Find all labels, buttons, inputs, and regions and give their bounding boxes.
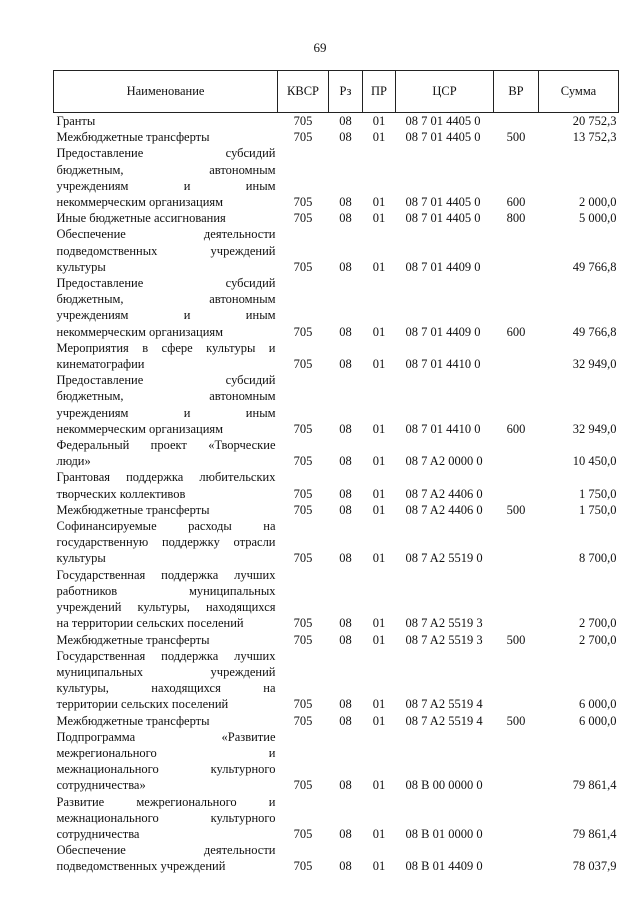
- cell-rz: 08: [339, 859, 352, 874]
- cell-name-line: культуры: [56, 259, 106, 274]
- cell-vr: [494, 567, 539, 632]
- cell-name: [54, 729, 278, 794]
- cell-kvsr: 705: [293, 859, 313, 874]
- cell-kvsr: 705: [293, 324, 313, 339]
- cell-name-line: культуры, находящихся на: [56, 681, 276, 696]
- budget-table: [53, 70, 619, 875]
- cell-vr: [494, 340, 539, 372]
- cell-vr: 500: [506, 130, 526, 145]
- cell-pr: 01: [372, 421, 386, 436]
- cell-sum: 2 700,0: [579, 616, 617, 631]
- cell-csr: 08 7 A2 5519 3: [405, 632, 483, 647]
- cell-csr: 08 7 01 4409 0: [405, 259, 481, 274]
- cell-kvsr: 705: [293, 211, 313, 226]
- cell-vr: 600: [506, 195, 526, 210]
- cell-vr: [494, 469, 539, 501]
- cell-rz: 08: [339, 826, 352, 841]
- cell-sum: 10 450,0: [572, 454, 617, 469]
- cell-name-line: бюджетным, автономным: [56, 292, 276, 307]
- cell-vr: [494, 794, 539, 843]
- cell-name: [54, 145, 278, 210]
- cell-kvsr: 705: [293, 454, 313, 469]
- cell-sum: 32 949,0: [572, 357, 617, 372]
- cell-pr: 01: [372, 632, 386, 647]
- cell-sum: 2 700,0: [579, 632, 617, 647]
- cell-name: [54, 502, 278, 518]
- cell-pr: 01: [372, 454, 386, 469]
- cell-rz: 08: [339, 421, 352, 436]
- cell-pr: 01: [372, 114, 386, 128]
- cell-name-line: бюджетным, автономным: [56, 389, 276, 404]
- cell-name-line: бюджетным, автономным: [56, 162, 276, 177]
- cell-csr: 08 7 A2 4406 0: [405, 502, 483, 517]
- header-csr: ЦСР: [396, 71, 494, 113]
- cell-sum: 8 700,0: [579, 551, 617, 566]
- cell-name-line: межрегионального и: [56, 745, 276, 760]
- cell-pr: 01: [372, 130, 386, 145]
- header-name: Наименование: [54, 71, 278, 113]
- cell-sum: 49 766,8: [572, 259, 617, 274]
- cell-kvsr: 705: [293, 486, 313, 501]
- table-row: [54, 437, 619, 469]
- cell-name-line: Гранты: [56, 114, 96, 128]
- cell-csr: 08 7 01 4405 0: [405, 195, 481, 210]
- cell-kvsr: 705: [293, 551, 313, 566]
- cell-pr: 01: [372, 713, 386, 728]
- header-rz: Рз: [329, 71, 363, 113]
- cell-name: [54, 129, 278, 145]
- cell-csr: 08 7 A2 0000 0: [405, 454, 483, 469]
- cell-vr: [494, 226, 539, 275]
- cell-name-line: Государственная поддержка лучших: [56, 567, 276, 582]
- cell-pr: 01: [372, 195, 386, 210]
- cell-name-line: Межбюджетные трансферты: [56, 130, 210, 145]
- cell-name-line: Государственная поддержка лучших: [56, 648, 276, 663]
- cell-name: [54, 567, 278, 632]
- cell-name-line: Обеспечение деятельности: [56, 227, 276, 242]
- cell-name: [54, 372, 278, 437]
- table-row: [54, 518, 619, 567]
- table-row: [54, 794, 619, 843]
- cell-name-line: творческих коллективов: [56, 486, 186, 501]
- table-row: [54, 145, 619, 210]
- table-row: [54, 502, 619, 518]
- cell-rz: 08: [339, 195, 352, 210]
- cell-pr: 01: [372, 826, 386, 841]
- cell-name-line: учреждениям и иным: [56, 178, 276, 193]
- cell-name-line: Предоставление субсидий: [56, 373, 276, 388]
- cell-vr: [494, 518, 539, 567]
- cell-csr: 08 B 00 0000 0: [405, 778, 483, 793]
- cell-rz: 08: [339, 357, 352, 372]
- page-number: 69: [313, 40, 327, 55]
- cell-sum: 79 861,4: [572, 826, 617, 841]
- cell-pr: 01: [372, 357, 386, 372]
- cell-pr: 01: [372, 211, 386, 226]
- cell-rz: 08: [339, 697, 352, 712]
- cell-name-line: Межбюджетные трансферты: [56, 713, 210, 728]
- cell-name-line: люди»: [56, 454, 91, 469]
- cell-pr: 01: [372, 616, 386, 631]
- cell-rz: 08: [339, 551, 352, 566]
- cell-rz: 08: [339, 130, 352, 145]
- cell-name-line: учреждениям и иным: [56, 308, 276, 323]
- cell-sum: 20 752,3: [572, 114, 617, 128]
- table-row: [54, 567, 619, 632]
- cell-rz: 08: [339, 713, 352, 728]
- cell-vr: [494, 842, 539, 874]
- cell-name-line: Предоставление субсидий: [56, 146, 276, 161]
- cell-name-line: некоммерческим организациям: [56, 195, 224, 210]
- cell-name-line: Предоставление субсидий: [56, 276, 276, 291]
- cell-pr: 01: [372, 324, 386, 339]
- cell-vr: 500: [506, 713, 526, 728]
- cell-name-line: Федеральный проект «Творческие: [56, 438, 276, 453]
- cell-csr: 08 B 01 4409 0: [405, 859, 483, 874]
- table-row: [54, 632, 619, 648]
- cell-name: [54, 210, 278, 226]
- cell-sum: 6 000,0: [579, 713, 617, 728]
- cell-pr: 01: [372, 697, 386, 712]
- cell-csr: 08 B 01 0000 0: [405, 826, 483, 841]
- cell-rz: 08: [339, 454, 352, 469]
- cell-name-line: сотрудничества»: [56, 778, 146, 793]
- table-row: [54, 340, 619, 372]
- cell-name-line: подведомственных учреждений: [56, 243, 276, 258]
- cell-csr: 08 7 A2 5519 3: [405, 616, 483, 631]
- cell-kvsr: 705: [293, 713, 313, 728]
- table-row: [54, 210, 619, 226]
- cell-pr: 01: [372, 259, 386, 274]
- cell-kvsr: 705: [293, 697, 313, 712]
- cell-csr: 08 7 01 4409 0: [405, 324, 481, 339]
- cell-name: [54, 113, 278, 130]
- cell-sum: 2 000,0: [579, 195, 617, 210]
- cell-sum: 78 037,9: [572, 859, 617, 874]
- table-row: [54, 648, 619, 713]
- cell-pr: 01: [372, 778, 386, 793]
- table-row: [54, 275, 619, 340]
- cell-name-line: некоммерческим организациям: [56, 421, 224, 436]
- cell-name-line: Грантовая поддержка любительских: [56, 470, 276, 485]
- cell-name-line: межнационального культурного: [56, 762, 276, 777]
- header-kvsr: КВСР: [278, 71, 329, 113]
- cell-sum: 79 861,4: [572, 778, 617, 793]
- cell-kvsr: 705: [293, 259, 313, 274]
- cell-kvsr: 705: [293, 826, 313, 841]
- cell-csr: 08 7 01 4410 0: [405, 421, 481, 436]
- table-row: [54, 729, 619, 794]
- cell-vr: [494, 648, 539, 713]
- table-row: [54, 469, 619, 501]
- cell-name: [54, 842, 278, 874]
- cell-name-line: подведомственных учреждений: [56, 859, 226, 874]
- cell-name: [54, 340, 278, 372]
- cell-kvsr: 705: [293, 502, 313, 517]
- cell-rz: 08: [339, 616, 352, 631]
- cell-rz: 08: [339, 114, 352, 128]
- cell-csr: 08 7 01 4410 0: [405, 357, 481, 372]
- cell-name-line: Софинансируемые расходы на: [56, 519, 276, 534]
- cell-name: [54, 226, 278, 275]
- cell-name-line: государственную поддержку отрасли: [56, 535, 276, 550]
- cell-vr: [494, 729, 539, 794]
- cell-name-line: Подпрограмма «Развитие: [56, 729, 276, 744]
- cell-csr: 08 7 A2 5519 4: [405, 713, 483, 728]
- cell-rz: 08: [339, 778, 352, 793]
- header-pr: ПР: [363, 71, 396, 113]
- cell-name-line: сотрудничества: [56, 826, 140, 841]
- cell-kvsr: 705: [293, 616, 313, 631]
- cell-rz: 08: [339, 259, 352, 274]
- cell-name: [54, 275, 278, 340]
- cell-name-line: муниципальных учреждений: [56, 664, 276, 679]
- cell-name-line: межнационального культурного: [56, 810, 276, 825]
- cell-name: [54, 469, 278, 501]
- cell-vr: 800: [506, 211, 526, 226]
- cell-rz: 08: [339, 211, 352, 226]
- cell-sum: 6 000,0: [579, 697, 617, 712]
- cell-name-line: учреждениям и иным: [56, 405, 276, 420]
- cell-sum: 1 750,0: [579, 486, 617, 501]
- cell-pr: 01: [372, 859, 386, 874]
- cell-vr: [494, 437, 539, 469]
- cell-rz: 08: [339, 486, 352, 501]
- cell-name-line: Иные бюджетные ассигнования: [56, 211, 226, 226]
- cell-name: [54, 713, 278, 729]
- cell-rz: 08: [339, 632, 352, 647]
- cell-name-line: кинематографии: [56, 357, 145, 372]
- cell-name-line: Межбюджетные трансферты: [56, 502, 210, 517]
- table-body: [54, 113, 619, 875]
- table-row: [54, 226, 619, 275]
- cell-sum: 32 949,0: [572, 421, 617, 436]
- cell-rz: 08: [339, 324, 352, 339]
- cell-csr: 08 7 01 4405 0: [405, 114, 481, 128]
- cell-vr: 600: [506, 421, 526, 436]
- cell-sum: 1 750,0: [579, 502, 617, 517]
- table-row: [54, 372, 619, 437]
- cell-name-line: на территории сельских поселений: [56, 616, 244, 631]
- cell-kvsr: 705: [293, 130, 313, 145]
- cell-name-line: некоммерческим организациям: [56, 324, 224, 339]
- cell-name: [54, 632, 278, 648]
- cell-pr: 01: [372, 502, 386, 517]
- cell-csr: 08 7 A2 5519 0: [405, 551, 483, 566]
- cell-csr: 08 7 01 4405 0: [405, 211, 481, 226]
- table-row: [54, 842, 619, 874]
- cell-name: [54, 437, 278, 469]
- cell-vr: 500: [506, 632, 526, 647]
- cell-kvsr: 705: [293, 114, 313, 128]
- cell-name-line: Мероприятия в сфере культуры и: [56, 340, 276, 355]
- cell-name-line: культуры: [56, 551, 106, 566]
- cell-csr: 08 7 A2 4406 0: [405, 486, 483, 501]
- table-row: [54, 129, 619, 145]
- cell-name-line: территории сельских поселений: [56, 697, 229, 712]
- cell-kvsr: 705: [293, 632, 313, 647]
- cell-name-line: Развитие межрегионального и: [56, 794, 276, 809]
- cell-pr: 01: [372, 486, 386, 501]
- cell-name: [54, 794, 278, 843]
- cell-sum: 49 766,8: [572, 324, 617, 339]
- cell-name-line: Обеспечение деятельности: [56, 843, 276, 858]
- header-sum: Сумма: [539, 71, 619, 113]
- cell-pr: 01: [372, 551, 386, 566]
- cell-name-line: Межбюджетные трансферты: [56, 632, 210, 647]
- cell-sum: 5 000,0: [579, 211, 617, 226]
- cell-vr: 500: [506, 502, 526, 517]
- cell-name-line: учреждений культуры, находящихся: [56, 600, 276, 615]
- header-vr: ВР: [494, 71, 539, 113]
- cell-kvsr: 705: [293, 357, 313, 372]
- cell-csr: 08 7 01 4405 0: [405, 130, 481, 145]
- table-row: [54, 713, 619, 729]
- table-header-row: [54, 71, 619, 113]
- cell-kvsr: 705: [293, 421, 313, 436]
- cell-name: [54, 518, 278, 567]
- cell-kvsr: 705: [293, 195, 313, 210]
- cell-name-line: работников муниципальных: [56, 583, 276, 598]
- cell-sum: 13 752,3: [572, 130, 617, 145]
- table-row: [54, 113, 619, 130]
- cell-vr: [494, 113, 539, 130]
- cell-rz: 08: [339, 502, 352, 517]
- cell-csr: 08 7 A2 5519 4: [405, 697, 483, 712]
- cell-kvsr: 705: [293, 778, 313, 793]
- cell-name: [54, 648, 278, 713]
- cell-vr: 600: [506, 324, 526, 339]
